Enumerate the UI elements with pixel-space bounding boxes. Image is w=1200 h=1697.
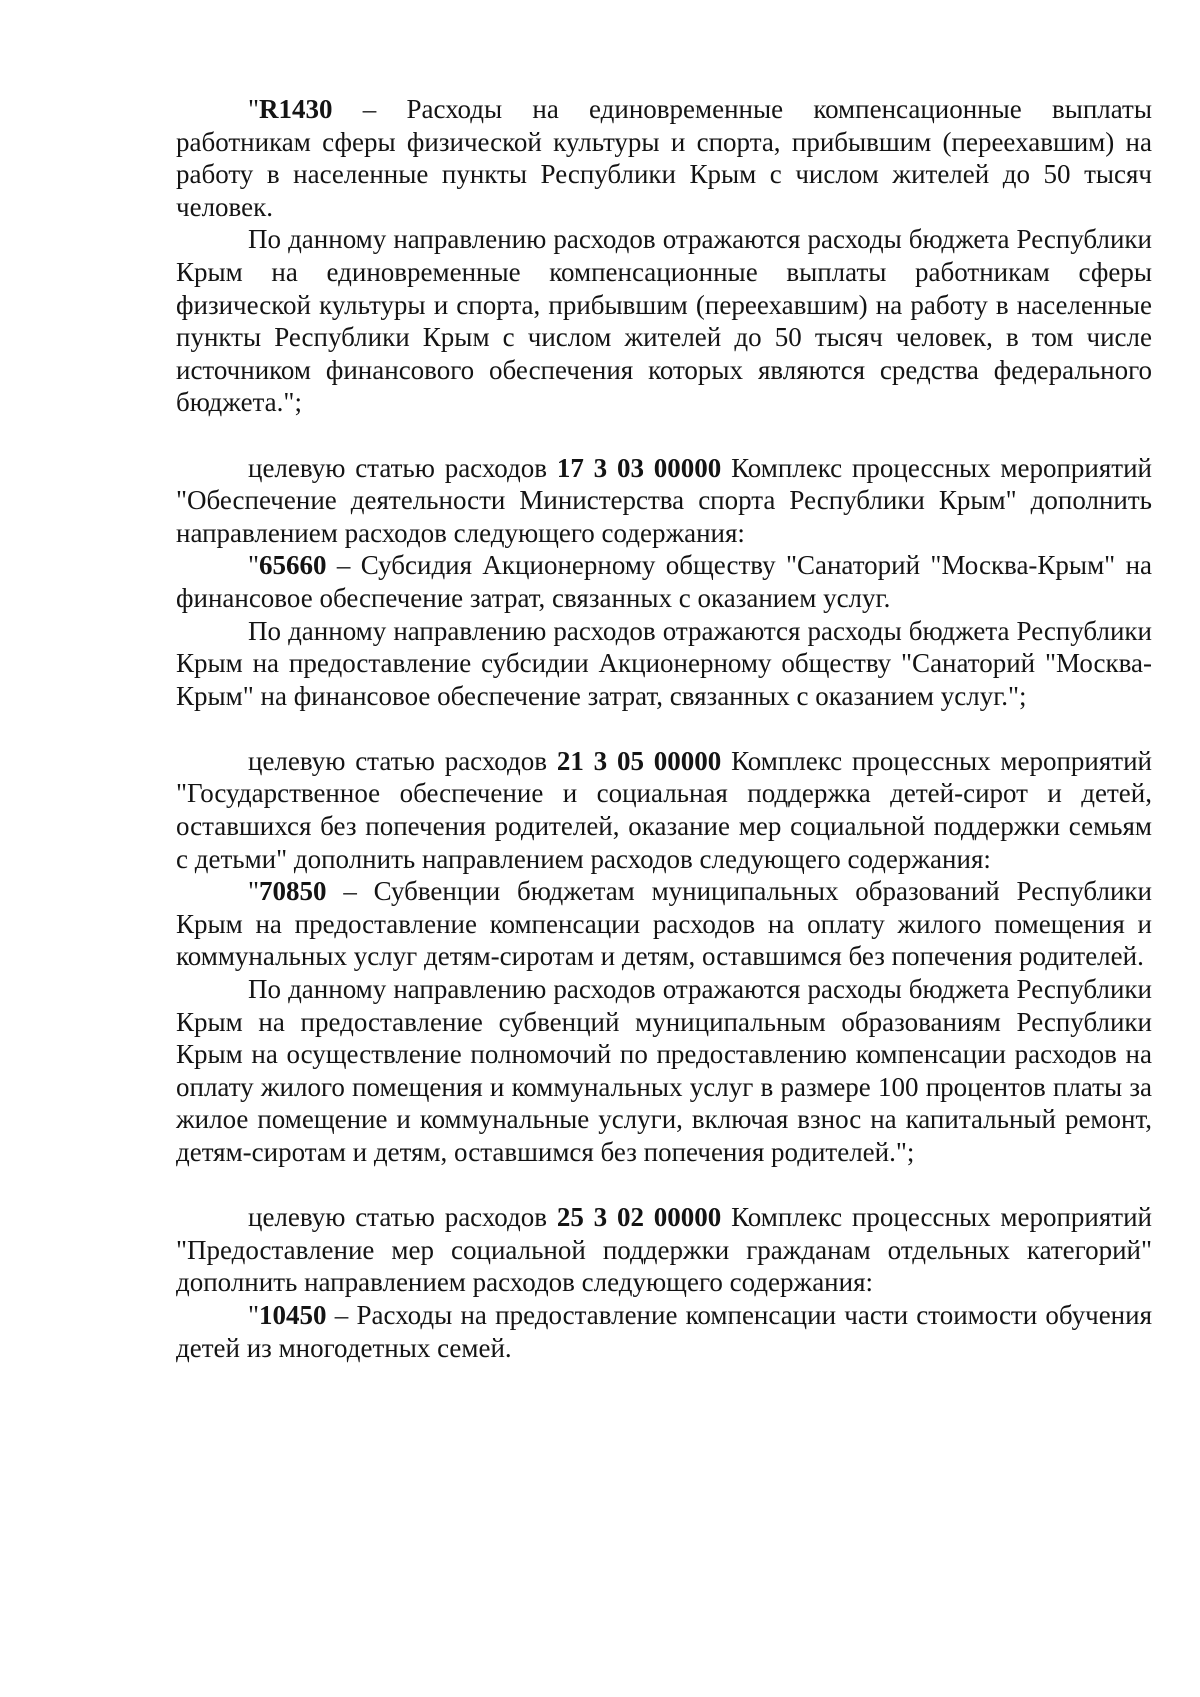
expense-code: R1430 (259, 94, 333, 124)
paragraph-text: Комплекс процессных мероприятий "Обеспечение деятельности Министерства спорта Республики Крым" дополнить направлением расходов следующего содержания: (176, 452, 1152, 548)
quote-mark: " (248, 1299, 260, 1330)
section-21-3-05 (176, 745, 1152, 1169)
paragraph-10450-heading (176, 1299, 1152, 1364)
expense-code: 70850 (259, 876, 327, 907)
paragraph-text: – Субсидия Акционерному обществу "Санаторий "Москва-Крым" на финансовое обеспечение затрат, связанных с оказанием услуг. (176, 550, 1152, 613)
paragraph-text: целевую статью расходов (248, 745, 557, 776)
quote-mark: " (248, 550, 260, 581)
quote-mark: " (248, 94, 260, 124)
paragraph-text: Комплекс процессных мероприятий "Предоставление мер социальной поддержки гражданам отдельных категорий" дополнить направлением расходов следующего содержания: (176, 1202, 1152, 1298)
paragraph-text: – Расходы на единовременные компенсационные выплаты работникам сферы физической культуры и спорта, прибывшим (переехавшим) на работу в населенные пункты Республики Крым с числом жителей до 50 тысяч человек. (176, 94, 1152, 222)
paragraph-text: Комплекс процессных мероприятий "Государственное обеспечение и социальная поддержка детей-сирот и детей, оставшихся без попечения родителей, оказание мер социальной поддержки семьям с детьми" дополнить направлением расходов следующего содержания: (176, 745, 1152, 874)
quote-mark: " (248, 876, 260, 907)
target-article-code: 17 3 03 00000 (556, 452, 722, 483)
target-article-code: 25 3 02 00000 (556, 1202, 722, 1233)
paragraph-70850-heading (176, 875, 1152, 973)
paragraph-70850-description (176, 973, 1152, 1169)
paragraph-r1430-description (176, 223, 1152, 419)
paragraph-text: целевую статью расходов (248, 452, 557, 483)
paragraph-65660-description (176, 615, 1152, 713)
paragraph-target-article (176, 452, 1152, 550)
expense-code: 65660 (259, 550, 327, 581)
paragraph-gap (176, 1169, 1152, 1202)
document-body (176, 93, 1152, 1364)
paragraph-text: – Субвенции бюджетам муниципальных образований Республики Крым на предоставление компенсации расходов на оплату жилого помещения и коммунальных услуг детям-сиротам и детям, оставшимся без попечения родителей. (176, 876, 1152, 972)
section-17-3-03 (176, 452, 1152, 713)
paragraph-target-article (176, 745, 1152, 875)
paragraph-65660-heading (176, 549, 1152, 614)
target-article-code: 21 3 05 00000 (556, 745, 722, 776)
paragraph-text: По данному направлению расходов отражаются расходы бюджета Республики Крым на предоставление субсидии Акционерному обществу "Санаторий "Москва-Крым" на финансовое обеспечение затрат, связанных с оказанием услуг."; (176, 615, 1152, 711)
section-25-3-02 (176, 1201, 1152, 1364)
paragraph-text: целевую статью расходов (248, 1202, 557, 1233)
expense-code: 10450 (259, 1299, 327, 1330)
section-r1430 (176, 93, 1152, 419)
paragraph-text: По данному направлению расходов отражаются расходы бюджета Республики Крым на единовременные компенсационные выплаты работникам сферы физической культуры и спорта, прибывшим (переехавшим) на работу в населенные пункты Республики Крым с числом жителей до 50 тысяч человек, в том числе источником финансового обеспечения которых являются средства федерального бюджета."; (176, 224, 1152, 418)
paragraph-text: По данному направлению расходов отражаются расходы бюджета Республики Крым на предоставление субвенций муниципальным образованиям Республики Крым на осуществление полномочий по предоставлению компенсации расходов на оплату жилого помещения и коммунальных услуг в размере 100 процентов платы за жилое помещение и коммунальные услуги, включая взнос на капитальный ремонт, детям-сиротам и детям, оставшимся без попечения родителей."; (176, 974, 1152, 1167)
paragraph-gap (176, 712, 1152, 745)
paragraph-text: – Расходы на предоставление компенсации части стоимости обучения детей из многодетных семей. (176, 1299, 1152, 1363)
paragraph-target-article (176, 1201, 1152, 1299)
paragraph-r1430-heading (176, 93, 1152, 223)
paragraph-gap (176, 419, 1152, 452)
